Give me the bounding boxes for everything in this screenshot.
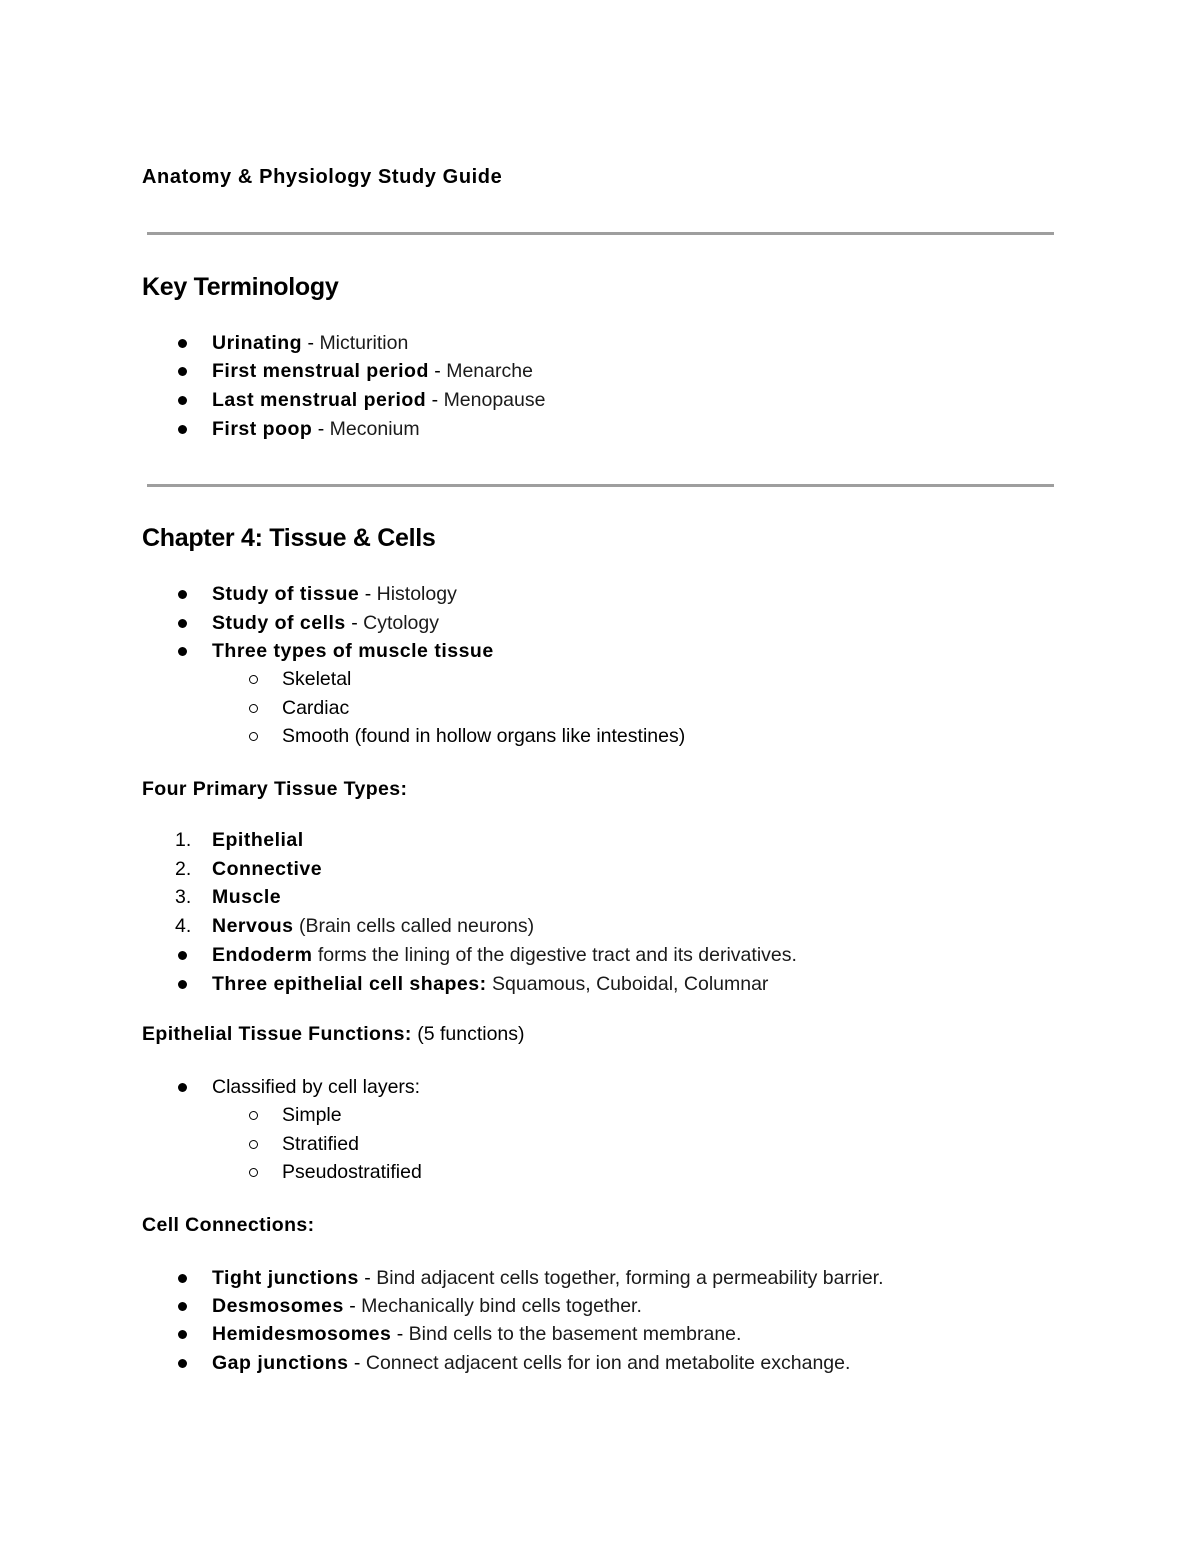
term: Epithelial [212,829,304,851]
definition: Menarche [446,360,533,382]
definition: Connect adjacent cells for ion and metabolite exchange. [365,1352,851,1374]
definition: Cytology [363,612,439,634]
definition: Micturition [319,332,409,354]
bullet-icon [178,1302,187,1311]
separator: - [348,1352,366,1374]
definition: Bind adjacent cells together, forming a permeability barrier. [376,1267,884,1289]
separator: - [302,332,320,354]
term: Study of cells [212,612,346,634]
separator: - [343,1295,362,1317]
sub-list-item: Smooth (found in hollow organs like intestines) [282,725,686,747]
term: Last menstrual period [212,389,427,411]
separator: - [428,360,447,382]
sub-list-item: Simple [282,1104,342,1126]
document-title: Anatomy & Physiology Study Guide [142,166,503,188]
list-item [212,943,797,967]
horizontal-rule [147,232,1054,235]
list-item [212,388,545,412]
list-item: Classified by cell layers: [212,1076,421,1098]
term: Gap junctions [212,1352,349,1374]
term: Tight junctions [212,1267,359,1289]
list-item [212,359,533,383]
list-number: 2. [175,858,192,880]
list-number: 3. [175,886,192,908]
list-item [212,1266,884,1290]
bullet-icon [178,1330,187,1339]
list-item [212,639,494,663]
term: Three epithelial cell shapes: [212,973,487,995]
hollow-bullet-icon [249,704,258,713]
list-item [212,417,420,441]
note: (Brain cells called neurons) [293,915,535,937]
list-item [212,611,439,635]
bullet-icon [178,396,187,405]
hollow-bullet-icon [249,675,258,684]
term: Endoderm [212,944,313,966]
bullet-icon [178,1359,187,1368]
hollow-bullet-icon [249,1140,258,1149]
term: Muscle [212,886,282,908]
term: Three types of muscle tissue [212,640,494,662]
bullet-icon [178,1274,187,1283]
bullet-icon [178,647,187,656]
definition: Squamous, Cuboidal, Columnar [486,973,769,995]
separator: - [426,389,444,411]
definition: Mechanically bind cells together. [361,1295,642,1317]
term: Study of tissue [212,583,360,605]
definition: Meconium [329,418,420,440]
numbered-item [212,857,322,881]
heading-note: (5 functions) [411,1023,525,1045]
term: Hemidesmosomes [212,1323,392,1345]
term: Connective [212,858,323,880]
sub-heading-cell-connections: Cell Connections: [142,1214,315,1236]
bullet-icon [178,425,187,434]
separator: - [345,612,364,634]
term: First poop [212,418,313,440]
list-number: 4. [175,915,192,937]
separator: - [358,1267,377,1289]
sub-list-item: Cardiac [282,697,350,719]
hollow-bullet-icon [249,1168,258,1177]
term: Nervous [212,915,294,937]
separator: - [359,583,377,605]
numbered-item [212,828,304,852]
heading-text: Epithelial Tissue Functions: [142,1023,412,1045]
sub-list-item: Stratified [282,1133,359,1155]
term: First menstrual period [212,360,429,382]
list-item [212,331,408,355]
definition: Bind cells to the basement membrane. [408,1323,742,1345]
separator: - [391,1323,409,1345]
bullet-icon [178,1083,187,1092]
sub-list-item: Pseudostratified [282,1161,422,1183]
horizontal-rule [147,484,1054,487]
definition: Menopause [443,389,546,411]
section-heading-chapter-4: Chapter 4: Tissue & Cells [142,524,436,552]
term: Desmosomes [212,1295,344,1317]
numbered-item [212,914,534,938]
list-item [212,1351,850,1375]
bullet-icon [178,951,187,960]
bullet-icon [178,339,187,348]
list-item [212,1322,741,1346]
bullet-icon [178,619,187,628]
sub-list-item: Skeletal [282,668,352,690]
hollow-bullet-icon [249,1111,258,1120]
list-item [212,582,457,606]
bullet-icon [178,980,187,989]
numbered-item [212,885,281,909]
hollow-bullet-icon [249,732,258,741]
term: Urinating [212,332,303,354]
section-heading-key-terminology: Key Terminology [142,273,339,301]
list-item [212,1294,642,1318]
definition: Histology [376,583,457,605]
list-item [212,972,768,996]
sub-heading-epithelial-functions [142,1023,525,1046]
definition: forms the lining of the digestive tract and its derivatives. [312,944,797,966]
sub-heading-primary-tissue-types: Four Primary Tissue Types: [142,778,408,800]
separator: - [312,418,330,440]
bullet-icon [178,367,187,376]
list-number: 1. [175,829,192,851]
bullet-icon [178,590,187,599]
